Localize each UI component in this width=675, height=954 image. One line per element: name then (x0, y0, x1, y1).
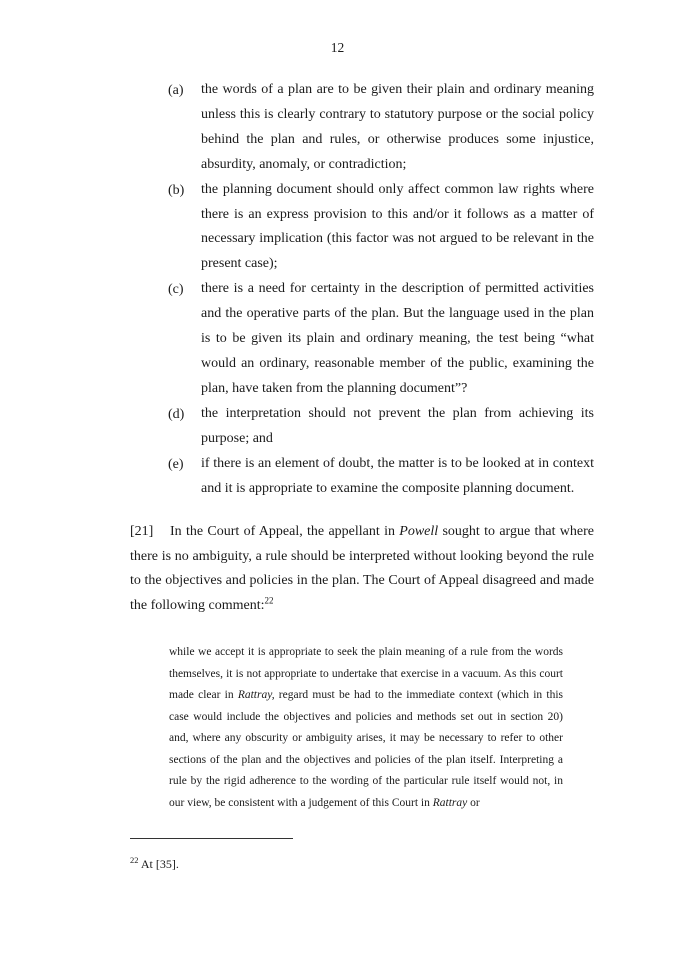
interpretation-principles-list (0, 78, 675, 501)
case-name-powell: Powell (399, 524, 439, 539)
list-item-letter: (d) (168, 406, 185, 422)
paragraph-21 (130, 520, 594, 618)
list-item-text: there is a need for certainty in the description of permitted activities and the operative parts of the plan. But the language used in the plan is to be given its plain and ordinary meaning, the test being “what would an ordinary, reasonable member of the public, examining the plan, have taken from the planning document”? (201, 281, 594, 396)
list-item-letter: (c) (168, 282, 184, 298)
block-quote (169, 642, 563, 814)
paragraph-number: [21] (130, 524, 154, 539)
list-item-text: the words of a plan are to be given their plain and ordinary meaning unless this is clearly contrary to statutory purpose or the social policy behind the plan and rules, or otherwise produces some injustice, absurdity, anomaly, or contradiction; (201, 82, 594, 172)
list-item (0, 452, 675, 502)
footnote (130, 856, 594, 872)
quote-text-2: regard must be had to the immediate context (which in this case would include the objectives and policies and methods set out in section 20) and, where any obscurity or ambiguity arises, it may be necessary to refer to other sections of the plan and the objectives and policies of the plan itself. Interpreting a rule by the rigid adherence to the wording of the particular rule itself would not, in our view, be consistent with a judgement of this Court in (169, 689, 563, 809)
quote-text-1: while we accept it is appropriate to seek the plain meaning of a rule from the words themselves, it is not appropriate to undertake that exercise in a vacuum. As this court made clear in (169, 646, 563, 701)
page-number: 12 (330, 40, 345, 55)
footnote-number: 22 (130, 855, 139, 865)
list-item-text: if there is an element of doubt, the matter is to be looked at in context and it is appropriate to examine the composite planning document. (201, 455, 594, 496)
paragraph-text-after: sought to argue that where there is no ambiguity, a rule should be interpreted without looking beyond the rule to the objectives and policies in the plan. The Court of Appeal disagreed and made the following comment: (130, 524, 594, 613)
list-item-text: the interpretation should not prevent the plan from achieving its purpose; and (201, 405, 594, 446)
quote-text-3: or (467, 796, 480, 809)
case-name-rattray: Rattray, (237, 689, 275, 701)
footnote-reference[interactable]: 22 (264, 594, 274, 605)
paragraph-text-before: In the Court of Appeal, the appellant in (170, 524, 400, 539)
list-item-text: the planning document should only affect common law rights where there is an express provision to this and/or it follows as a matter of necessary implication (this factor was not argued to be relevant in the present case); (201, 181, 594, 272)
list-item (0, 402, 675, 452)
list-item (0, 78, 675, 178)
footnote-divider (130, 838, 293, 839)
list-item (0, 178, 675, 278)
case-name-rattray: Rattray (432, 796, 468, 809)
list-item (0, 277, 675, 402)
list-item-letter: (b) (168, 182, 185, 198)
list-item-letter: (a) (168, 83, 184, 98)
list-item-letter: (e) (168, 456, 184, 472)
footnote-text: At [35]. (138, 857, 179, 871)
